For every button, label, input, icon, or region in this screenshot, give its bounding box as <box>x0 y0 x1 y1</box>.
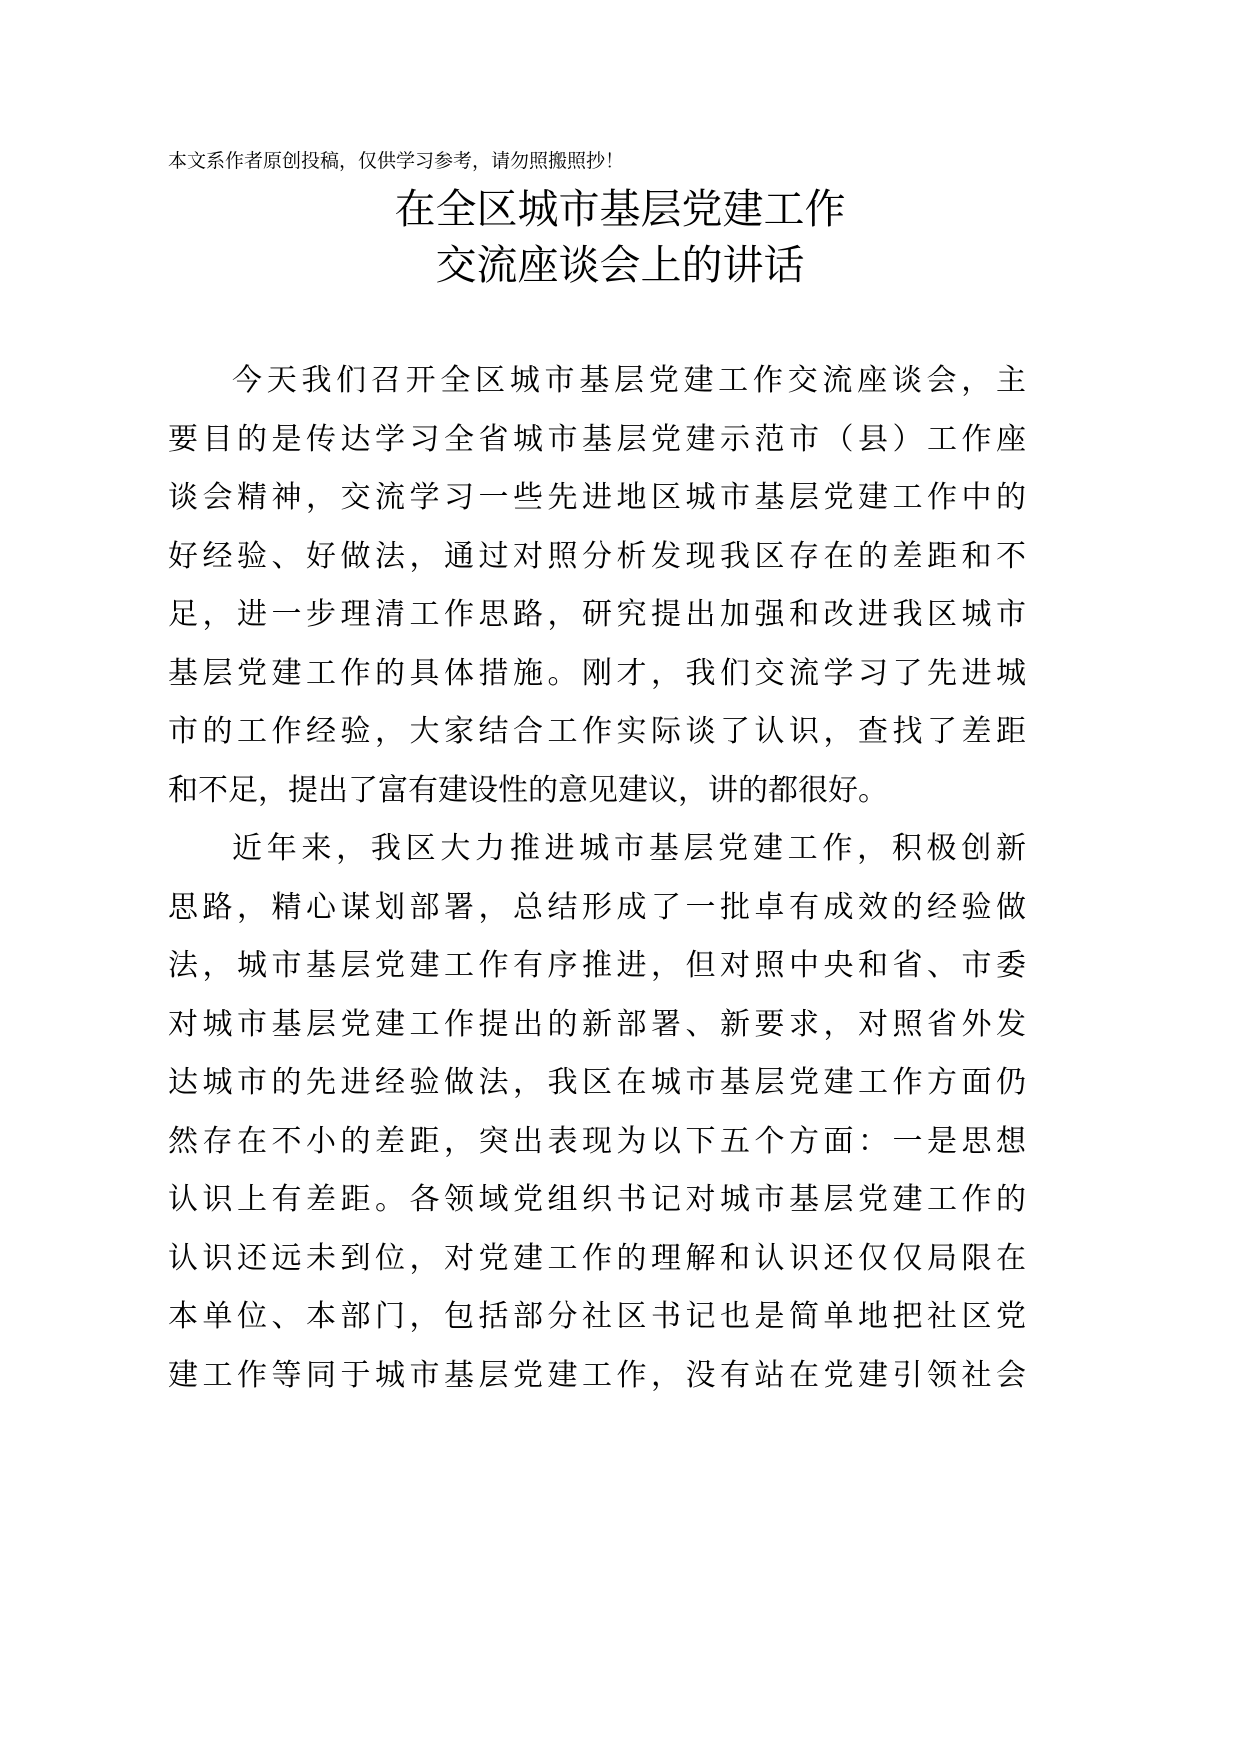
paragraph-line: 好经验、好做法，通过对照分析发现我区存在的差距和不 <box>168 538 1026 574</box>
document-title-line-1: 在全区城市基层党建工作 <box>394 185 846 233</box>
paragraph-line: 足，进一步理清工作思路，研究提出加强和改进我区城市 <box>168 597 1026 632</box>
paragraph-line: 法，城市基层党建工作有序推进，但对照中央和省、市委 <box>168 948 1026 983</box>
paragraph-line: 市的工作经验，大家结合工作实际谈了认识，查找了差距 <box>168 714 1026 749</box>
paragraph-line: 谈会精神，交流学习一些先进地区城市基层党建工作中的 <box>168 480 1026 515</box>
paragraph-line: 对城市基层党建工作提出的新部署、新要求，对照省外发 <box>168 1006 1026 1042</box>
paragraph-line: 思路，精心谋划部署，总结形成了一批卓有成效的经验做 <box>168 889 1026 925</box>
paragraph-line: 认识上有差距。各领域党组织书记对城市基层党建工作的 <box>168 1182 1026 1217</box>
paragraph-line: 和不足，提出了富有建设性的意见建议，讲的都很好。 <box>168 772 888 808</box>
paragraph-line: 今天我们召开全区城市基层党建工作交流座谈会，主 <box>232 363 1026 398</box>
paragraph-line: 达城市的先进经验做法，我区在城市基层党建工作方面仍 <box>168 1065 1026 1100</box>
copyright-notice: 本文系作者原创投稿，仅供学习参考，请勿照搬照抄！ <box>168 150 625 172</box>
paragraph-line: 本单位、本部门，包括部分社区书记也是简单地把社区党 <box>168 1299 1026 1334</box>
document-body <box>168 352 1026 1405</box>
paragraph-line: 认识还远未到位，对党建工作的理解和认识还仅仅局限在 <box>168 1240 1026 1276</box>
paragraph-line: 然存在不小的差距，突出表现为以下五个方面：一是思想 <box>168 1123 1026 1159</box>
document-title-line-2: 交流座谈会上的讲话 <box>435 241 805 289</box>
paragraph-line: 近年来，我区大力推进城市基层党建工作，积极创新 <box>232 831 1026 866</box>
paragraph-line: 基层党建工作的具体措施。刚才，我们交流学习了先进城 <box>168 655 1026 691</box>
paragraph-line: 建工作等同于城市基层党建工作，没有站在党建引领社会 <box>168 1357 1026 1393</box>
paragraph-2 <box>168 820 1026 1405</box>
paragraph-line: 要目的是传达学习全省城市基层党建示范市（县）工作座 <box>168 421 1026 457</box>
paragraph-1 <box>168 352 1026 820</box>
